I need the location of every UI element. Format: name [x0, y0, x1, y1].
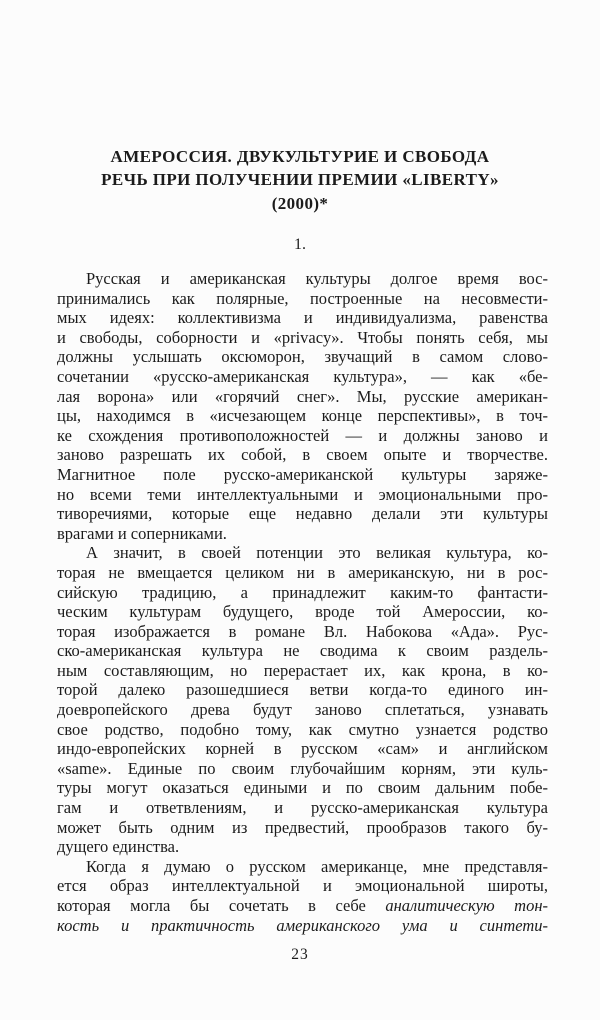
- text-segment: должны услышать оксюморон, звучащий в самом слово-: [57, 347, 548, 367]
- text-segment: тиворечиями, которые еще недавно делали эти культуры: [57, 504, 548, 524]
- text-segment: ке схождения противоположностей — и должны заново и: [57, 425, 548, 445]
- text-segment: дущего единства.: [57, 837, 180, 857]
- text-line: [57, 778, 548, 798]
- title-line: АМЕРОССИЯ. ДВУКУЛЬТУРИЕ И СВОБОДА: [110, 147, 490, 166]
- text-segment: но всеми теми интеллектуальными и эмоциональными про-: [57, 484, 548, 504]
- text-line: [57, 700, 548, 720]
- text-segment: торая не вмещается целиком ни в американскую, ни в рос-: [57, 562, 548, 582]
- text-line: [57, 504, 548, 524]
- text-segment: заново разрешать их собой, в своем опыте и творчестве.: [57, 445, 548, 465]
- section-number: 1.: [294, 236, 306, 253]
- text-segment: торой далеко разошедшиеся ветви когда-то единого ин-: [57, 680, 548, 700]
- text-line: [57, 543, 548, 563]
- text-line: [57, 347, 548, 367]
- page-title: [40, 145, 560, 215]
- text-segment: туры могут оказаться едиными и по своим дальним побе-: [57, 778, 548, 798]
- text-segment: ным составляющим, но перерастает их, как крона, в ко-: [57, 660, 548, 680]
- text-line: [57, 269, 548, 289]
- page-number: 23: [291, 946, 309, 963]
- text-segment: может быть одним из предвестий, прообразов такого бу-: [57, 817, 548, 837]
- text-segment: ско-американская культура не сводима к своим раздель-: [57, 641, 548, 661]
- text-segment: цы, находимся в «исчезающем конце перспективы», в точ-: [57, 406, 548, 426]
- text-segment: индо-европейских корней в русском «сам» и английском: [57, 739, 548, 759]
- text-line: [57, 798, 548, 818]
- text-line: [57, 837, 548, 857]
- text-line: [57, 896, 548, 916]
- text-line: [57, 876, 548, 896]
- text-line: [57, 622, 548, 642]
- text-segment: лая ворона» или «горячий снег». Мы, русские американ-: [57, 386, 548, 406]
- text-line: [57, 759, 548, 779]
- text-line: [57, 818, 548, 838]
- text-line: [57, 289, 548, 309]
- text-line: [57, 328, 548, 348]
- text-line: [57, 661, 548, 681]
- text-line: [57, 641, 548, 661]
- text-line: [57, 916, 548, 936]
- text-line: [57, 387, 548, 407]
- text-segment: врагами и соперниками.: [57, 523, 227, 543]
- text-line: [57, 857, 548, 877]
- text-segment: принимались как полярные, построенные на несовмести-: [57, 288, 548, 308]
- title-line: (2000)*: [271, 193, 329, 213]
- text-segment: сийскую традицию, а принадлежит каким-то фантасти-: [57, 582, 548, 602]
- text-line: [57, 308, 548, 328]
- text-line: [57, 680, 548, 700]
- text-segment: доевропейского древа будут заново сплетаться, узнавать: [57, 700, 548, 720]
- text-segment: свое родство, подобно тому, как смутно узнается родство: [57, 719, 548, 739]
- text-segment: Магнитное поле русско-американской культуры заряже-: [57, 464, 548, 484]
- text-line: [57, 524, 548, 544]
- text-segment: ется образ интеллектуальной и эмоциональной широты,: [57, 876, 548, 896]
- text-line: [57, 485, 548, 505]
- text-segment: торая изображается в романе Вл. Набокова «Ада». Рус-: [57, 621, 548, 641]
- text-line: [57, 739, 548, 759]
- text-segment: и свободы, соборности и «privacy». Чтобы понять себя, мы: [57, 327, 548, 347]
- text-line: [57, 367, 548, 387]
- text-segment: Когда я думаю о русском американце, мне представля-: [86, 856, 548, 876]
- text-line: [57, 602, 548, 622]
- text-line: [57, 445, 548, 465]
- text-line: [57, 720, 548, 740]
- body-text: [57, 269, 548, 935]
- text-segment: мых идеях: коллективизма и индивидуализма, равенства: [57, 308, 548, 328]
- text-segment: сочетании «русско-американская культура», — как «бе-: [57, 366, 548, 386]
- italic-text-segment: кость и практичность американского ума и синтети-: [57, 915, 548, 935]
- title-line: РЕЧЬ ПРИ ПОЛУЧЕНИИ ПРЕМИИ «LIBERTY»: [101, 170, 499, 190]
- text-segment: ческим культурам будущего, вроде той Амероссии, ко-: [57, 602, 548, 622]
- text-line: [57, 583, 548, 603]
- italic-text-segment: аналитическую тон-: [385, 896, 548, 915]
- text-line: [57, 563, 548, 583]
- text-line: [57, 465, 548, 485]
- text-segment: Русская и американская культуры долгое время вос-: [86, 269, 548, 288]
- text-segment: гам и ответвлениям, и русско-американская культура: [57, 798, 548, 818]
- text-line: [57, 426, 548, 446]
- text-segment: А значит, в своей потенции это великая культура, ко-: [86, 543, 548, 563]
- text-segment: которая могла бы сочетать в себе: [57, 896, 386, 915]
- text-line: [57, 406, 548, 426]
- text-segment: «same». Единые по своим глубочайшим корням, эти куль-: [57, 758, 548, 778]
